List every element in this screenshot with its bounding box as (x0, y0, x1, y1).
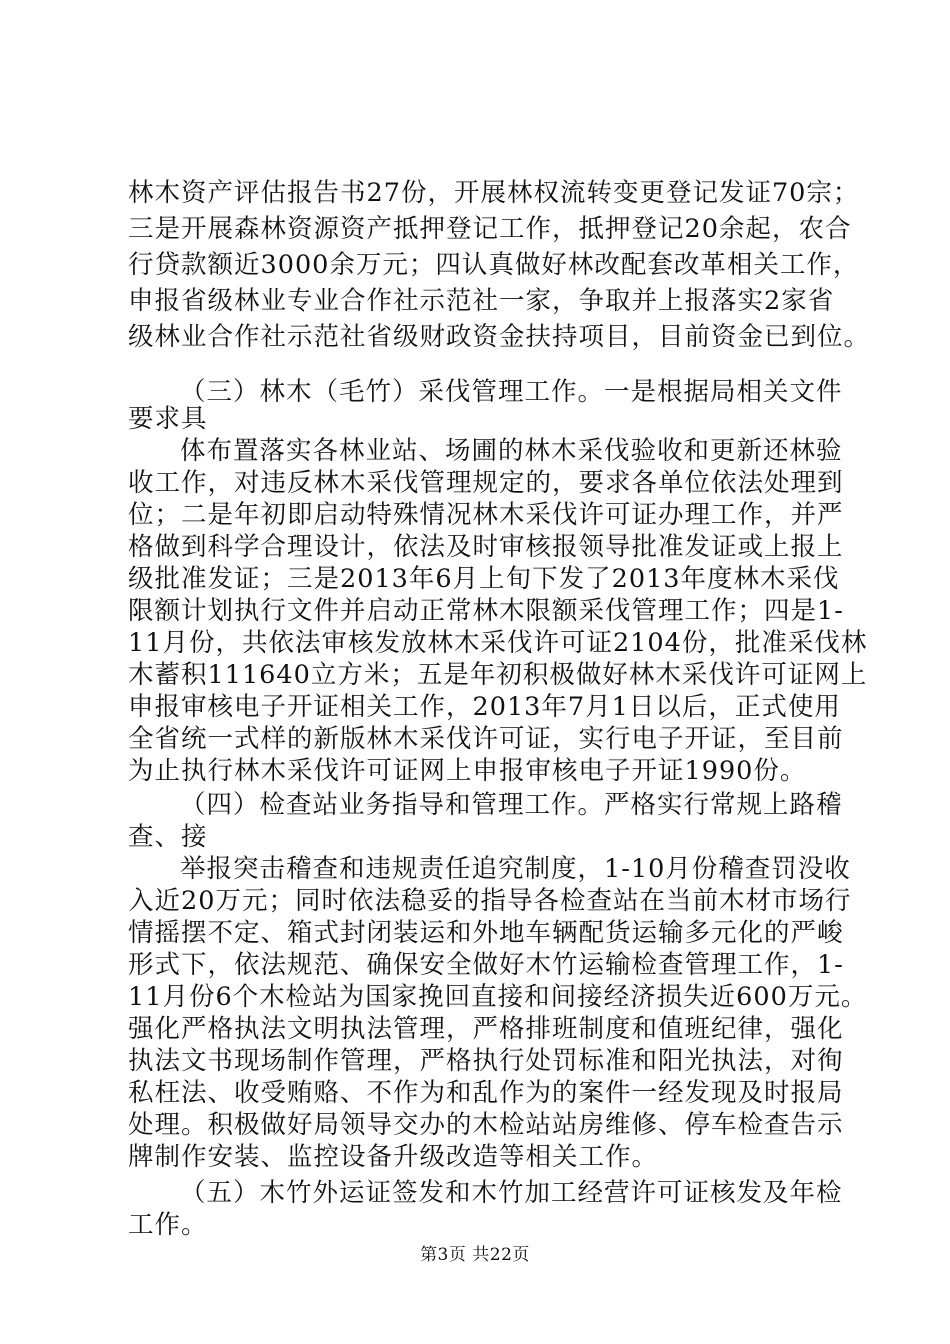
body-text-line: 查、接 (128, 822, 208, 852)
body-text-line: 行贷款额近3000余万元；四认真做好林改配套改革相关工作， (128, 250, 860, 280)
body-text-line: 执法文书现场制作管理，严格执行处罚标准和阳光执法，对徇 (128, 1046, 844, 1076)
body-text-line: 情摇摆不定、箱式封闭装运和外地车辆配货运输多元化的严峻 (128, 918, 844, 948)
body-text-line: 位；二是年初即启动特殊情况林木采伐许可证办理工作，并严 (128, 500, 844, 530)
section-heading-five: （五）木竹外运证签发和木竹加工经营许可证核发及年检 (180, 1178, 843, 1208)
body-text-line: 格做到科学合理设计，依法及时审核报领导批准发证或上报上 (128, 532, 844, 562)
body-text-line: 牌制作安装、监控设备升级改造等相关工作。 (128, 1142, 659, 1172)
body-text-line: 入近20万元；同时依法稳妥的指导各检查站在当前木材市场行 (128, 886, 852, 916)
body-text-line: 要求具 (128, 404, 208, 434)
body-text-line: 全省统一式样的新版林木采伐许可证，实行电子开证，至目前 (128, 724, 844, 754)
body-text-line: 为止执行林木采伐许可证网上申报审核电子开证1990份。 (128, 756, 807, 786)
body-text-line: 私枉法、收受贿赂、不作为和乱作为的案件一经发现及时报局 (128, 1078, 844, 1108)
body-text-line: 11月份，共依法审核发放林木采伐许可证2104份，批准采伐林 (128, 628, 868, 658)
body-text-line: 11月份6个木检站为国家挽回直接和间接经济损失近600万元。 (128, 982, 868, 1012)
body-text-line: 工作。 (128, 1210, 208, 1240)
body-text-line: 级批准发证；三是2013年6月上旬下发了2013年度林木采伐 (128, 564, 840, 594)
body-text-line: 限额计划执行文件并启动正常林木限额采伐管理工作；四是1- (128, 596, 844, 626)
body-text-line: 三是开展森林资源资产抵押登记工作，抵押登记20余起，农合 (128, 214, 852, 244)
body-text-line: 申报省级林业专业合作社示范社一家，争取并上报落实2家省 (128, 286, 835, 316)
body-text-line: 举报突击稽查和违规责任追究制度，1-10月份稽查罚没收 (180, 854, 851, 884)
body-text-line: 木蓄积111640立方米；五是年初积极做好林木采伐许可证网上 (128, 660, 868, 690)
page-number-footer: 第3页 共22页 (420, 1245, 530, 1265)
body-text-line: 强化严格执法文明执法管理，严格排班制度和值班纪律，强化 (128, 1014, 844, 1044)
body-text-line: 级林业合作社示范社省级财政资金扶持项目，目前资金已到位。 (128, 322, 871, 352)
section-heading-three: （三）林木（毛竹）采伐管理工作。一是根据局相关文件 (180, 377, 843, 407)
section-heading-four: （四）检查站业务指导和管理工作。严格实行常规上路稽 (180, 790, 843, 820)
body-text-line: 体布置落实各林业站、场圃的林木采伐验收和更新还林验 (180, 436, 843, 466)
body-text-line: 收工作，对违反林木采伐管理规定的，要求各单位依法处理到 (128, 468, 844, 498)
body-text-line: 申报审核电子开证相关工作，2013年7月1日以后，正式使用 (128, 692, 841, 722)
body-text-line: 形式下，依法规范、确保安全做好木竹运输检查管理工作，1- (128, 950, 844, 980)
body-text-line: 处理。积极做好局领导交办的木检站站房维修、停车检查告示 (128, 1110, 844, 1140)
body-text-line: 林木资产评估报告书27份，开展林权流转变更登记发证70宗； (128, 178, 860, 208)
